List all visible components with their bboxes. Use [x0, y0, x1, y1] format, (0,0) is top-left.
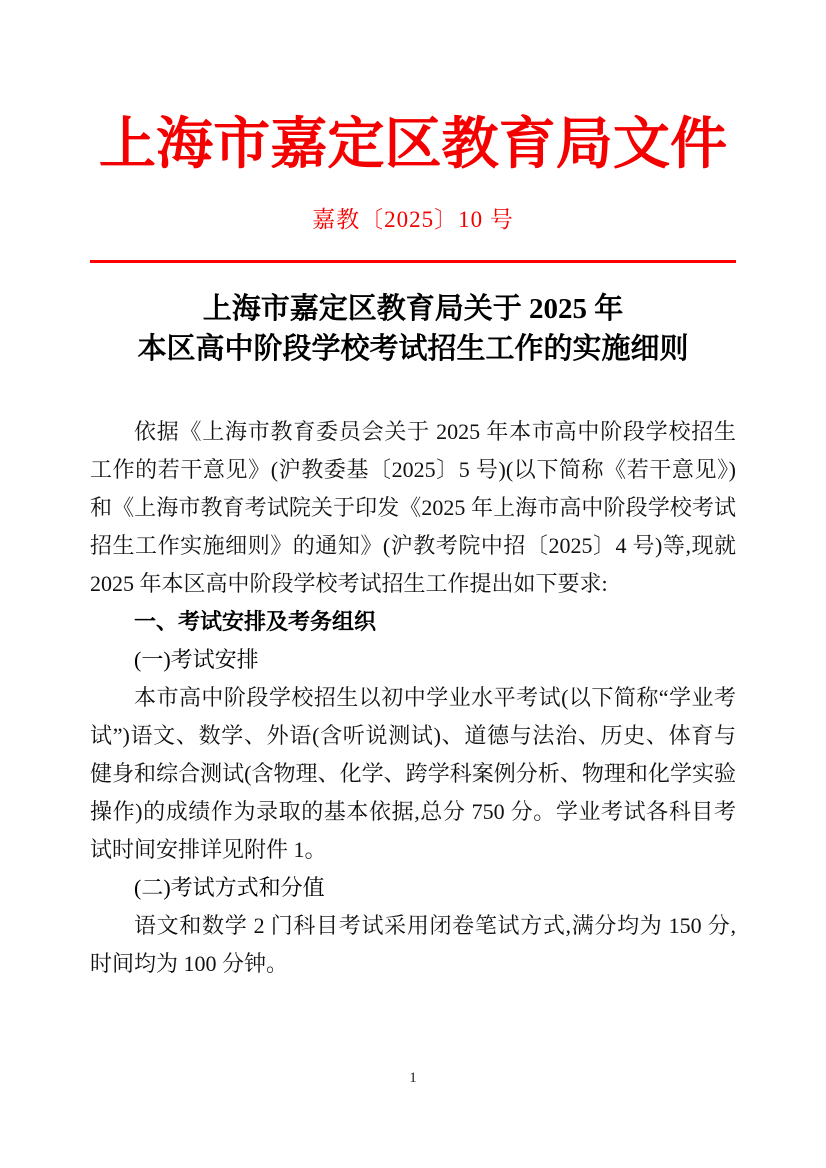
red-divider-line	[90, 260, 736, 263]
subsection-heading-exam-schedule: (一)考试安排	[134, 647, 259, 673]
page-number: 1	[409, 1070, 417, 1086]
section-heading-exam-arrangement: 一、考试安排及考务组织	[134, 609, 377, 635]
document-title-line-1: 上海市嘉定区教育局关于 2025 年	[202, 293, 624, 326]
document-number: 嘉教〔2025〕10 号	[312, 207, 514, 233]
paragraph-exam-format: 语文和数学 2 门科目考试采用闭卷笔试方式,满分均为 150 分,时间均为 100 分钟。	[90, 913, 736, 977]
document-title-line-2: 本区高中阶段学校考试招生工作的实施细则	[137, 333, 689, 366]
document-content	[90, 0, 736, 983]
subsection-heading-exam-format: (二)考试方式和分值	[134, 875, 325, 901]
document-title	[90, 289, 736, 369]
paragraph-intro: 依据《上海市教育委员会关于 2025 年本市高中阶段学校招生工作的若干意见》(沪教委基〔2025〕5 号)(以下简称《若干意见》)和《上海市教育考试院关于印发《2025 年上海市高中阶段学校考试招生工作实施细则》的通知》(沪教考院中招〔2025〕4 号)等,现就 2025 年本区高中阶段学校考试招生工作提出如下要求:	[90, 419, 736, 597]
document-body	[90, 413, 736, 983]
paragraph-exam-schedule: 本市高中阶段学校招生以初中学业水平考试(以下简称“学业考试”)语文、数学、外语(含听说测试)、道德与法治、历史、体育与健身和综合测试(含物理、化学、跨学科案例分析、物理和化学实验操作)的成绩作为录取的基本依据,总分 750 分。学业考试各科目考试时间安排详见附件 1。	[90, 685, 736, 863]
agency-letterhead-title: 上海市嘉定区教育局文件	[98, 114, 728, 176]
